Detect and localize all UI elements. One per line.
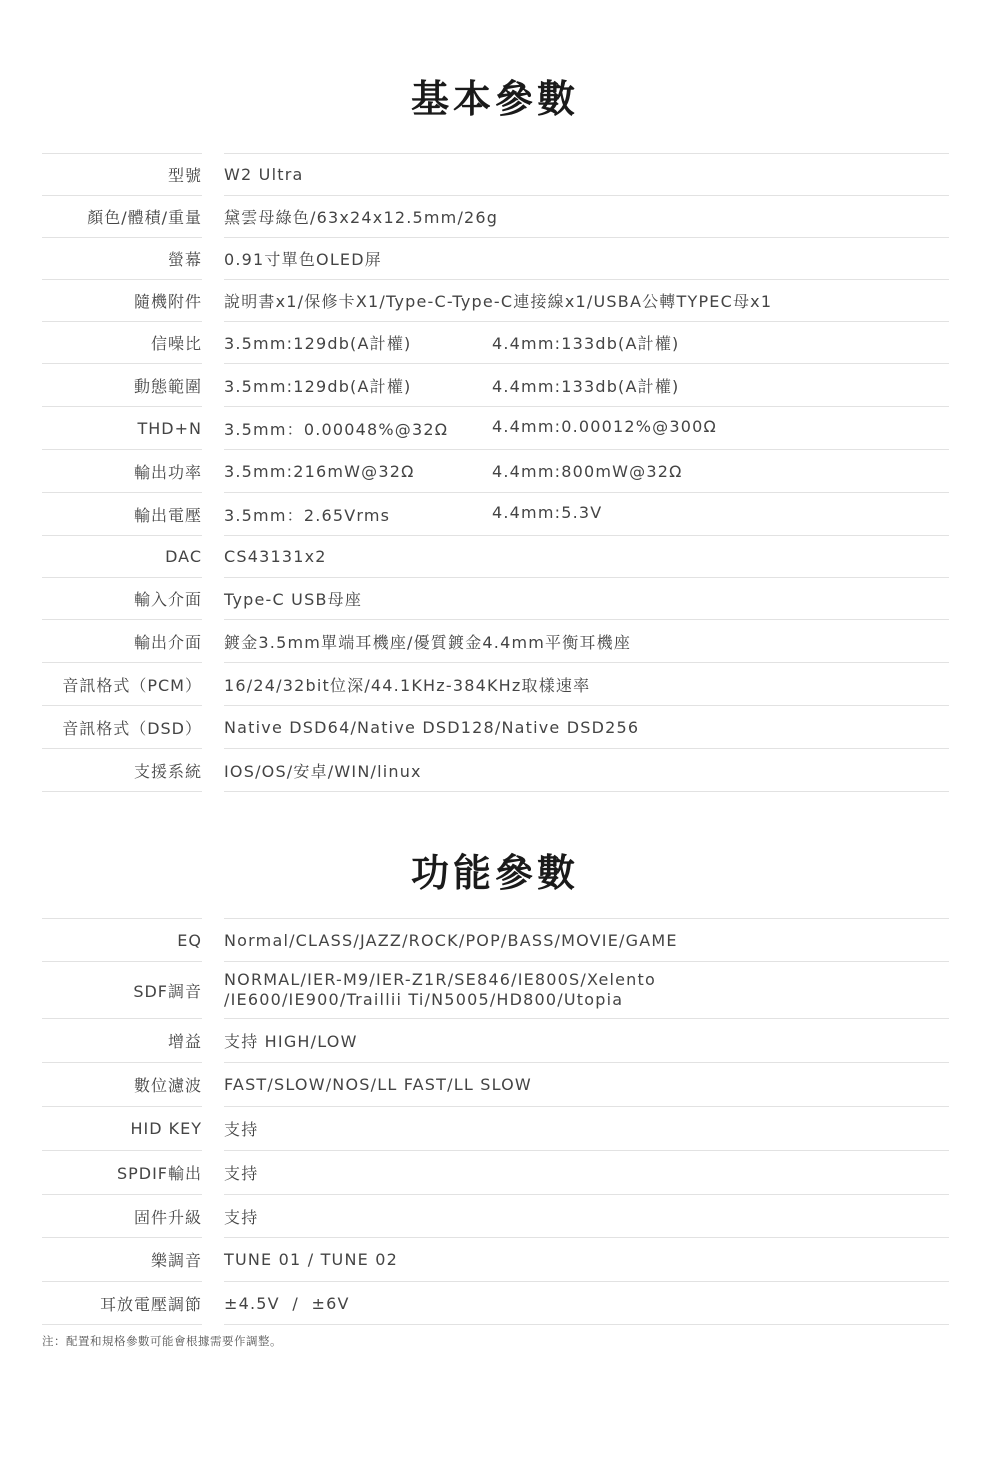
- function-specs-title: 功能參數: [410, 851, 579, 895]
- spec-label: EQ: [177, 930, 202, 950]
- spec-row-spdif-output: [42, 1150, 949, 1194]
- spec-value: [224, 970, 949, 1010]
- spec-row-dynamic-range: [42, 363, 949, 406]
- spec-row-firmware-upgrade: [42, 1194, 949, 1237]
- spec-row-screen: [42, 237, 949, 279]
- spec-row-amp-voltage: [42, 1281, 949, 1325]
- spec-row-dac: [42, 535, 949, 577]
- spec-label: 支援系統: [133, 761, 202, 781]
- spec-label: DAC: [165, 547, 202, 566]
- spec-value: Native DSD64/Native DSD128/Native DSD256: [224, 717, 640, 737]
- spec-row-sdf-tuning: [42, 961, 949, 1018]
- spec-value: W2 Ultra: [224, 165, 304, 184]
- spec-label: 音訊格式（PCM）: [62, 675, 202, 695]
- spec-row-digital-filter: [42, 1062, 949, 1106]
- spec-value: [224, 331, 949, 354]
- spec-label: 增益: [167, 1032, 202, 1051]
- basic-specs-title: 基本參數: [410, 77, 579, 121]
- spec-row-dsd-format: [42, 705, 949, 748]
- spec-label: 隨機附件: [133, 292, 202, 311]
- spec-value: 16/24/32bit位深/44.1KHz-384KHz取樣速率: [224, 675, 591, 695]
- spec-label: 輸出功率: [133, 462, 202, 482]
- spec-label: SPDIF輸出: [116, 1164, 202, 1183]
- spec-row-snr: [42, 321, 949, 363]
- spec-label: 螢幕: [167, 250, 202, 269]
- spec-value: 支持: [224, 1164, 259, 1183]
- spec-row-output-voltage: [42, 492, 949, 535]
- spec-row-gain: [42, 1018, 949, 1062]
- spec-value: 支持: [224, 1120, 259, 1139]
- spec-row-eq: [42, 918, 949, 961]
- spec-value-3-5mm: 3.5mm:216mW@32Ω: [224, 461, 415, 481]
- spec-value: [224, 374, 949, 397]
- spec-label: 音訊格式（DSD）: [62, 718, 202, 738]
- spec-label: 輸入介面: [133, 590, 202, 609]
- spec-value: Type-C USB母座: [224, 590, 363, 609]
- spec-label: 輸出介面: [133, 632, 202, 652]
- spec-value: CS43131x2: [224, 547, 327, 566]
- spec-label: 型號: [167, 166, 202, 185]
- spec-label: SDF調音: [133, 981, 202, 1001]
- spec-value-3-5mm: 3.5mm：0.00048%@32Ω: [224, 419, 449, 439]
- spec-value: TUNE 01 / TUNE 02: [224, 1250, 398, 1269]
- spec-label: 輸出電壓: [133, 505, 202, 525]
- spec-value: IOS/OS/安卓/WIN/linux: [224, 761, 422, 781]
- spec-row-accessories: [42, 279, 949, 321]
- spec-value: FAST/SLOW/NOS/LL FAST/LL SLOW: [224, 1075, 532, 1094]
- spec-row-tuning: [42, 1237, 949, 1281]
- spec-value: ±4.5V / ±6V: [224, 1293, 350, 1313]
- spec-row-supported-systems: [42, 748, 949, 792]
- spec-row-color-size-weight: [42, 195, 949, 237]
- spec-value: Normal/CLASS/JAZZ/ROCK/POP/BASS/MOVIE/GAME: [224, 930, 678, 950]
- spec-value-4-4mm: 4.4mm:5.3V: [492, 502, 603, 522]
- spec-row-input-interface: [42, 577, 949, 619]
- spec-row-output-interface: [42, 619, 949, 662]
- spec-value: [224, 417, 949, 440]
- basic-specs-table: [42, 153, 949, 792]
- spec-value-line-1: NORMAL/IER-M9/IER-Z1R/SE846/IE800S/Xelento: [224, 970, 656, 989]
- spec-row-output-power: [42, 449, 949, 492]
- spec-value: 0.91寸單色OLED屏: [224, 250, 382, 269]
- spec-value: 說明書x1/保修卡X1/Type-C-Type-C連接線x1/USBA公轉TYPEC母x1: [224, 292, 773, 311]
- spec-label: 固件升級: [133, 1207, 202, 1227]
- spec-row-hid-key: [42, 1106, 949, 1150]
- spec-value-4-4mm: 4.4mm:0.00012%@300Ω: [492, 416, 717, 436]
- spec-label: 顏色/體積/重量: [87, 208, 202, 227]
- spec-value: [224, 462, 949, 481]
- spec-value-3-5mm: 3.5mm：2.65Vrms: [224, 505, 391, 525]
- spec-value: 支持 HIGH/LOW: [224, 1032, 358, 1051]
- spec-value-3-5mm: 3.5mm:129db(A計權): [224, 334, 412, 353]
- spec-value: 支持: [224, 1207, 259, 1227]
- spec-row-model: [42, 153, 949, 195]
- footnote: 注：配置和規格參數可能會根據需要作調整。: [42, 1334, 282, 1348]
- spec-label: HID KEY: [130, 1119, 202, 1138]
- spec-label: THD+N: [137, 418, 202, 438]
- spec-label: 動態範圍: [133, 376, 202, 396]
- spec-label: 樂調音: [150, 1251, 202, 1270]
- spec-value-3-5mm: 3.5mm:129db(A計權): [224, 376, 412, 396]
- spec-value-4-4mm: 4.4mm:133db(A計權): [492, 376, 680, 396]
- spec-label: 信噪比: [150, 334, 202, 353]
- spec-value: 鍍金3.5mm單端耳機座/優質鍍金4.4mm平衡耳機座: [224, 632, 632, 652]
- spec-label: 耳放電壓調節: [99, 1294, 202, 1314]
- spec-row-thd-n: [42, 406, 949, 449]
- spec-label: 數位濾波: [133, 1076, 202, 1095]
- spec-value-4-4mm: 4.4mm:800mW@32Ω: [492, 461, 683, 481]
- spec-value: [224, 503, 949, 526]
- spec-value: 黛雲母綠色/63x24x12.5mm/26g: [224, 208, 499, 227]
- spec-row-pcm-format: [42, 662, 949, 705]
- spec-value-4-4mm: 4.4mm:133db(A計權): [492, 334, 680, 353]
- spec-value-line-2: /IE600/IE900/Traillii Ti/N5005/HD800/Utopia: [224, 990, 624, 1009]
- function-specs-table: [42, 918, 949, 1325]
